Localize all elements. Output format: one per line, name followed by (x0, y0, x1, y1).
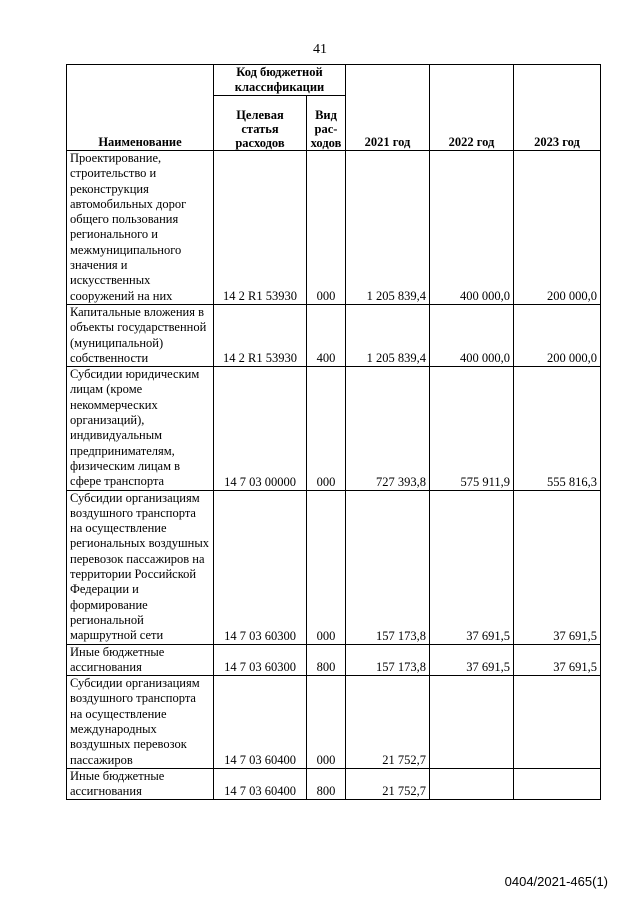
row-2022: 37 691,5 (430, 490, 514, 644)
row-2023 (514, 768, 601, 800)
header-target-article: Целевая статья расходов (214, 96, 307, 151)
row-name: Иные бюджетные ассигнования (67, 644, 214, 676)
row-expense-type: 000 (307, 367, 346, 490)
row-name: Капитальные вложения в объекты государственной (муниципальной) собственности (67, 304, 214, 366)
row-2022 (430, 768, 514, 800)
row-2023: 37 691,5 (514, 490, 601, 644)
row-2021: 1 205 839,4 (346, 151, 430, 305)
budget-table (66, 64, 601, 800)
row-expense-type: 000 (307, 151, 346, 305)
table-row (67, 304, 601, 366)
row-2021: 21 752,7 (346, 768, 430, 800)
row-target-article: 14 7 03 60400 (214, 768, 307, 800)
table-row (67, 644, 601, 676)
header-2022: 2022 год (430, 65, 514, 151)
row-name: Субсидии организациям воздушного транспорта на осуществление региональных воздушных перевозок пассажиров на территории Российской Федерации и формирование региональной маршрутной сети (67, 490, 214, 644)
row-expense-type: 000 (307, 676, 346, 769)
row-2023: 200 000,0 (514, 304, 601, 366)
row-expense-type: 800 (307, 644, 346, 676)
row-target-article: 14 2 R1 53930 (214, 304, 307, 366)
row-2022: 575 911,9 (430, 367, 514, 490)
row-2022: 37 691,5 (430, 644, 514, 676)
row-target-article: 14 7 03 00000 (214, 367, 307, 490)
row-name: Субсидии юридическим лицам (кроме некоммерческих организаций), индивидуальным предпринимателям, физическим лицам в сфере транспорта (67, 367, 214, 490)
row-name: Иные бюджетные ассигнования (67, 768, 214, 800)
row-2021: 21 752,7 (346, 676, 430, 769)
row-target-article: 14 7 03 60400 (214, 676, 307, 769)
row-2021: 157 173,8 (346, 644, 430, 676)
table-row (67, 367, 601, 490)
document-code: 0404/2021-465(1) (504, 874, 608, 889)
row-2023: 37 691,5 (514, 644, 601, 676)
row-expense-type: 000 (307, 490, 346, 644)
row-name: Субсидии организациям воздушного транспорта на осуществление международных воздушных перевозок пассажиров (67, 676, 214, 769)
row-2021: 727 393,8 (346, 367, 430, 490)
row-2022 (430, 676, 514, 769)
row-2023: 200 000,0 (514, 151, 601, 305)
row-2023 (514, 676, 601, 769)
row-2021: 157 173,8 (346, 490, 430, 644)
row-2022: 400 000,0 (430, 304, 514, 366)
row-target-article: 14 2 R1 53930 (214, 151, 307, 305)
table-row (67, 768, 601, 800)
header-name: Наименование (67, 65, 214, 151)
header-2023: 2023 год (514, 65, 601, 151)
row-2023: 555 816,3 (514, 367, 601, 490)
table-row (67, 151, 601, 305)
row-name: Проектирование, строительство и реконструкция автомобильных дорог общего пользования регионального и межмуниципального значения и искусственных сооружений на них (67, 151, 214, 305)
header-2021: 2021 год (346, 65, 430, 151)
row-target-article: 14 7 03 60300 (214, 490, 307, 644)
header-code-group: Код бюджетной классификации (214, 65, 346, 96)
row-2021: 1 205 839,4 (346, 304, 430, 366)
row-2022: 400 000,0 (430, 151, 514, 305)
row-target-article: 14 7 03 60300 (214, 644, 307, 676)
header-expense-type: Вид рас- ходов (307, 96, 346, 151)
page-number: 41 (313, 42, 327, 57)
row-expense-type: 800 (307, 768, 346, 800)
row-expense-type: 400 (307, 304, 346, 366)
table-row (67, 676, 601, 769)
table-row (67, 490, 601, 644)
